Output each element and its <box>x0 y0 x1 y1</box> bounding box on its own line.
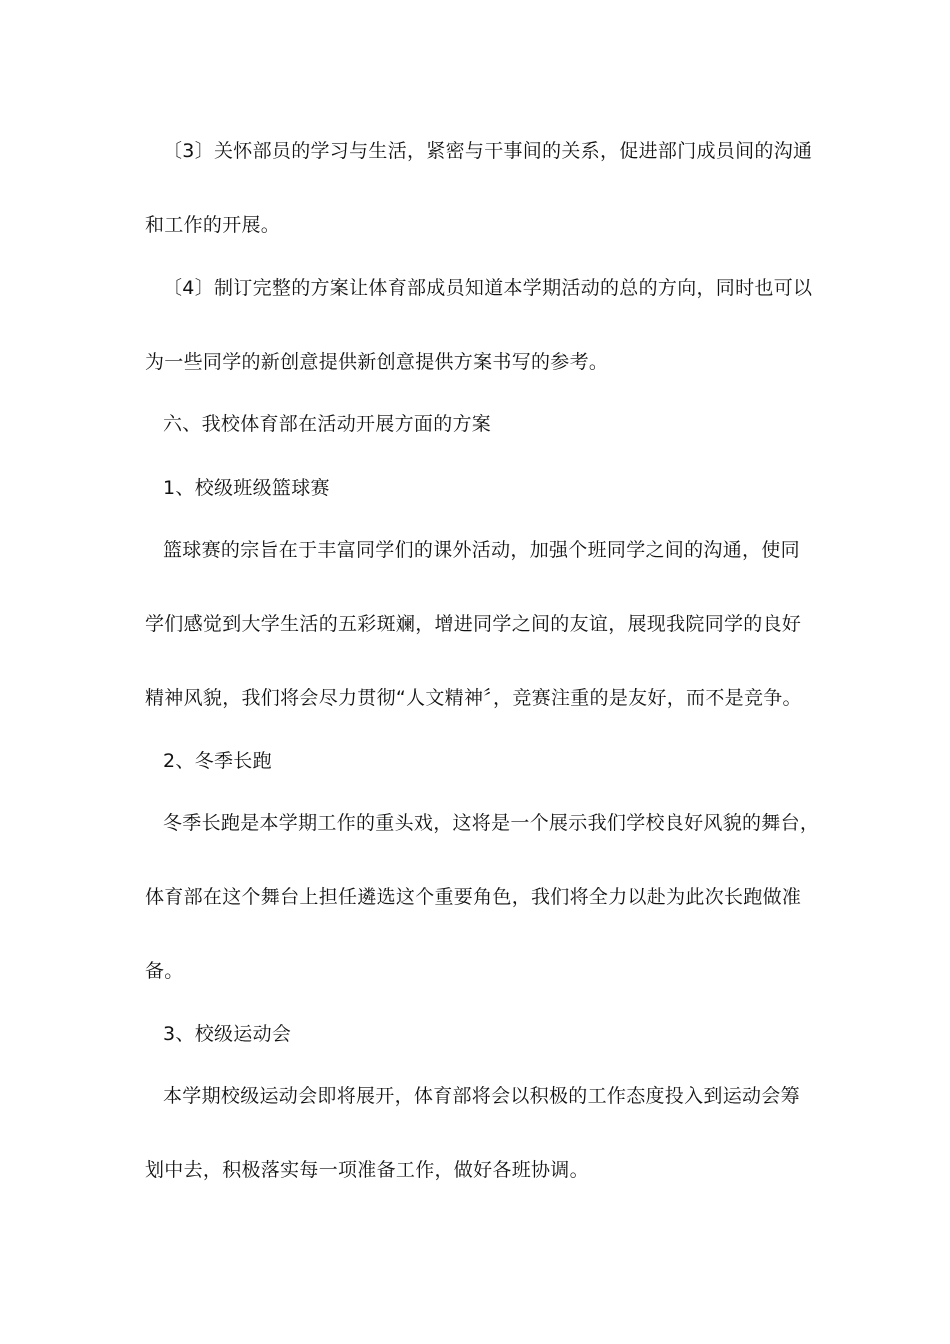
item-1-body-line-3: 精神风貌，我们将会尽力贯彻“人文精神〞，竞赛注重的是友好，而不是竞争。 <box>145 687 802 709</box>
item-1-body-line-2: 学们感觉到大学生活的五彩斑斓，增进同学之间的友谊，展现我院同学的良好 <box>145 613 802 635</box>
item-2-body-line-3: 备。 <box>145 960 184 982</box>
paragraph-3-line-2: 和工作的开展。 <box>145 214 281 236</box>
paragraph-3-line-1: 〔3〕关怀部员的学习与生活，紧密与干事间的关系，促进部门成员间的沟通 <box>163 140 813 162</box>
item-2-body-line-2: 体育部在这个舞台上担任遴选这个重要角色，我们将全力以赴为此次长跑做准 <box>145 886 802 908</box>
item-3-body-line-2: 划中去，积极落实每一项准备工作，做好各班协调。 <box>145 1159 589 1181</box>
item-2-heading: 2、冬季长跑 <box>163 750 272 772</box>
item-2-body-line-1: 冬季长跑是本学期工作的重头戏，这将是一个展示我们学校良好风貌的舞台， <box>163 812 820 834</box>
paragraph-4-line-1: 〔4〕制订完整的方案让体育部成员知道本学期活动的总的方向，同时也可以 <box>163 277 813 299</box>
section-6-heading: 六、我校体育部在活动开展方面的方案 <box>163 413 492 435</box>
item-1-body-line-1: 篮球赛的宗旨在于丰富同学们的课外活动，加强个班同学之间的沟通，使同 <box>163 539 800 561</box>
item-1-heading: 1、校级班级篮球赛 <box>163 477 330 499</box>
item-3-heading: 3、校级运动会 <box>163 1023 292 1045</box>
item-3-body-line-1: 本学期校级运动会即将展开，体育部将会以积极的工作态度投入到运动会筹 <box>163 1085 800 1107</box>
paragraph-4-line-2: 为一些同学的新创意提供新创意提供方案书写的参考。 <box>145 351 609 373</box>
